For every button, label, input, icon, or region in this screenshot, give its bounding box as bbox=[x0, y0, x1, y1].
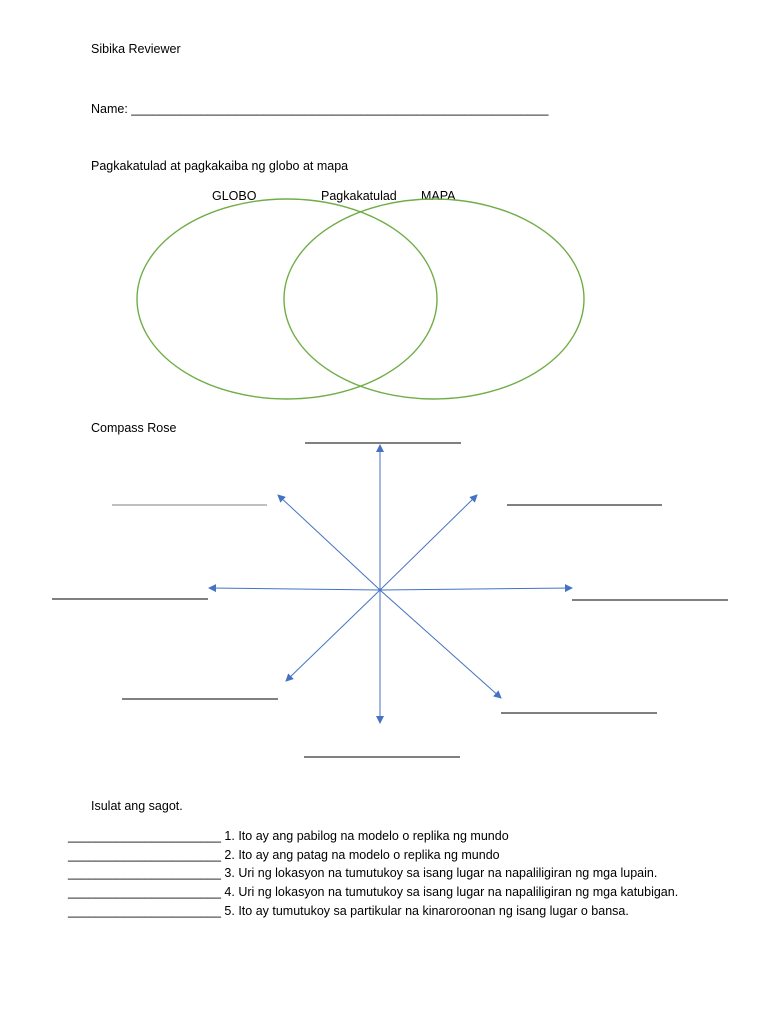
question-text: 1. Ito ay ang pabilog na modelo o replika ng mundo bbox=[220, 829, 509, 843]
question-list bbox=[68, 829, 678, 922]
document-title: Sibika Reviewer bbox=[91, 42, 181, 56]
compass-heading: Compass Rose bbox=[91, 421, 177, 435]
answer-blank: ______________________ bbox=[68, 847, 221, 862]
compass-arrow-southeast bbox=[380, 590, 501, 698]
venn-label-mapa: MAPA bbox=[421, 189, 456, 203]
venn-circle-mapa bbox=[284, 199, 584, 399]
venn-circle-globo bbox=[137, 199, 437, 399]
compass-rose bbox=[52, 443, 728, 757]
question-item bbox=[68, 904, 678, 923]
question-item bbox=[68, 866, 678, 885]
compass-arrow-northwest bbox=[278, 495, 380, 590]
question-text: 4. Uri ng lokasyon na tumutukoy sa isang lugar na napaliligiran ng mga katubigan. bbox=[220, 885, 679, 900]
name-field-line: Name: ____________________________________________________________ bbox=[91, 102, 549, 116]
question-text: 3. Uri ng lokasyon na tumutukoy sa isang lugar na napaliligiran ng mga lupain. bbox=[220, 866, 658, 881]
compass-arrow-west bbox=[209, 588, 380, 590]
compass-arrow-northeast bbox=[380, 495, 477, 590]
question-item bbox=[68, 885, 678, 904]
question-item bbox=[68, 829, 678, 848]
venn-label-globo: GLOBO bbox=[212, 189, 257, 203]
compass-arrow-southwest bbox=[286, 590, 380, 681]
answer-blank: ______________________ bbox=[68, 903, 221, 918]
venn-diagram bbox=[137, 189, 584, 399]
compass-arrow-east bbox=[380, 588, 572, 590]
answer-blank: ______________________ bbox=[68, 866, 221, 881]
venn-label-pagkakatulad: Pagkakatulad bbox=[321, 189, 397, 203]
question-text: 2. Ito ay ang patag na modelo o replika ng mundo bbox=[220, 847, 500, 862]
question-text: 5. Ito ay tumutukoy sa partikular na kinaroroonan ng isang lugar o bansa. bbox=[220, 903, 629, 918]
question-item bbox=[68, 848, 678, 867]
venn-heading: Pagkakatulad at pagkakaiba ng globo at mapa bbox=[91, 159, 349, 173]
questions-instruction: Isulat ang sagot. bbox=[91, 799, 183, 813]
answer-blank: ______________________ bbox=[68, 829, 221, 843]
answer-blank: ______________________ bbox=[68, 885, 221, 900]
